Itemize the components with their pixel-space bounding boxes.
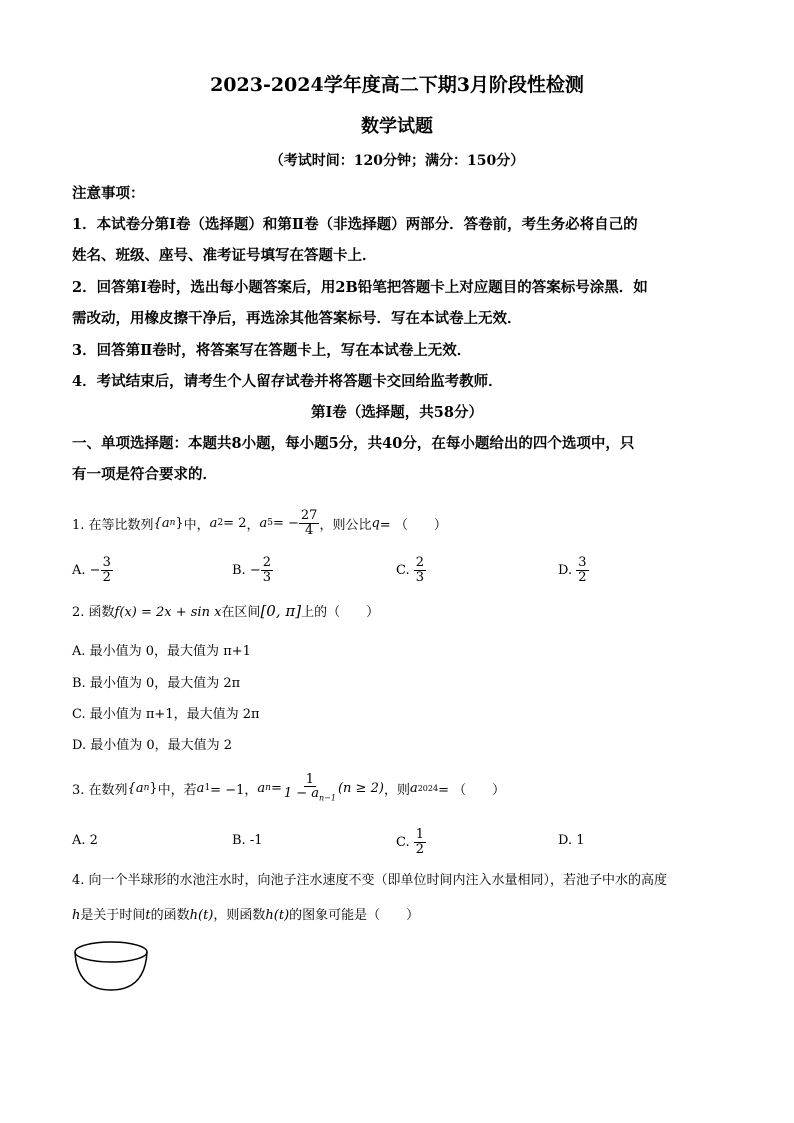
question-2-stem: 2. 函数f(x) = 2x + sin x在区间[0, π]上的（ ） bbox=[72, 602, 380, 620]
section-intro: 有一项是符合要求的． bbox=[72, 466, 217, 483]
option-b[interactable]: B. − $\frac{2}{3}$ bbox=[232, 554, 272, 585]
notice-line: 3．回答第Ⅱ卷时，将答案写在答题卡上，写在本试卷上无效． bbox=[72, 342, 472, 359]
page-title: 2023-2024学年度高二下期3月阶段性检测 bbox=[210, 74, 584, 96]
option-b[interactable]: B. -1 bbox=[232, 833, 263, 848]
option-c[interactable]: C. $\frac{2}{3}$ bbox=[396, 554, 425, 585]
option-a[interactable]: A. 最小值为 0，最大值为 π+1 bbox=[72, 644, 251, 659]
question-1-stem: 1. 在等比数列 {a n } 中， a 2 = 2 ， a 5 = − $\frac{27}{4}$ ，则公比 q = （ ） bbox=[72, 507, 447, 538]
option-d[interactable]: D. 最小值为 0，最大值为 2 bbox=[72, 738, 233, 753]
page-subtitle: 数学试题 bbox=[361, 116, 433, 137]
option-d[interactable]: D. $\frac{3}{2}$ bbox=[558, 554, 587, 585]
section-intro: 一、单项选择题：本题共8小题，每小题5分，共40分，在每小题给出的四个选项中，只 bbox=[72, 435, 635, 452]
fraction: $\frac{1}{1 - a_{n-1}}$ bbox=[283, 771, 336, 803]
notice-line: 4．考试结束后，请考生个人留存试卷并将答题卡交回给监考教师． bbox=[72, 373, 503, 390]
notice-line: 2．回答第Ⅰ卷时，选出每小题答案后，用2B铅笔把答题卡上对应题目的答案标号涂黑．如 bbox=[72, 279, 648, 296]
section-title: 第Ⅰ卷（选择题，共58分） bbox=[311, 404, 483, 421]
notice-heading: 注意事项： bbox=[72, 185, 145, 202]
option-a[interactable]: A. − $\frac{3}{2}$ bbox=[72, 554, 111, 585]
option-d[interactable]: D. 1 bbox=[558, 833, 585, 848]
option-b[interactable]: B. 最小值为 0，最大值为 2π bbox=[72, 676, 241, 691]
exam-info: （考试时间：120分钟；满分：150分） bbox=[269, 153, 525, 169]
question-3-stem: 3. 在数列 {a n } 中，若 a 1 = −1， a n = $\frac{1}{1 - a_{n-1}}$ (n ≥ 2) ，则 a 2024 = （ ） bbox=[72, 771, 506, 803]
option-c[interactable]: C. 最小值为 π+1，最大值为 2π bbox=[72, 707, 260, 722]
option-c[interactable]: C. $\frac{1}{2}$ bbox=[396, 826, 425, 857]
notice-line: 1．本试卷分第Ⅰ卷（选择题）和第Ⅱ卷（非选择题）两部分．答卷前，考生务必将自己的 bbox=[72, 216, 638, 233]
option-a[interactable]: A. 2 bbox=[72, 833, 98, 848]
notice-line: 需改动，用橡皮擦干净后，再选涂其他答案标号．写在本试卷上无效． bbox=[72, 310, 522, 327]
hemisphere-bowl-icon bbox=[72, 938, 150, 994]
question-4-stem: 4. 向一个半球形的水池注水时，向池子注水速度不变（即单位时间内注入水量相同），若池子中水的高度 bbox=[72, 873, 668, 888]
question-4-stem-line2: h是关于时间t的函数h(t)，则函数h(t)的图象可能是（ ） bbox=[72, 908, 420, 923]
fraction: $\frac{27}{4}$ bbox=[300, 507, 318, 538]
notice-line: 姓名、班级、座号、准考证号填写在答题卡上． bbox=[72, 247, 377, 264]
